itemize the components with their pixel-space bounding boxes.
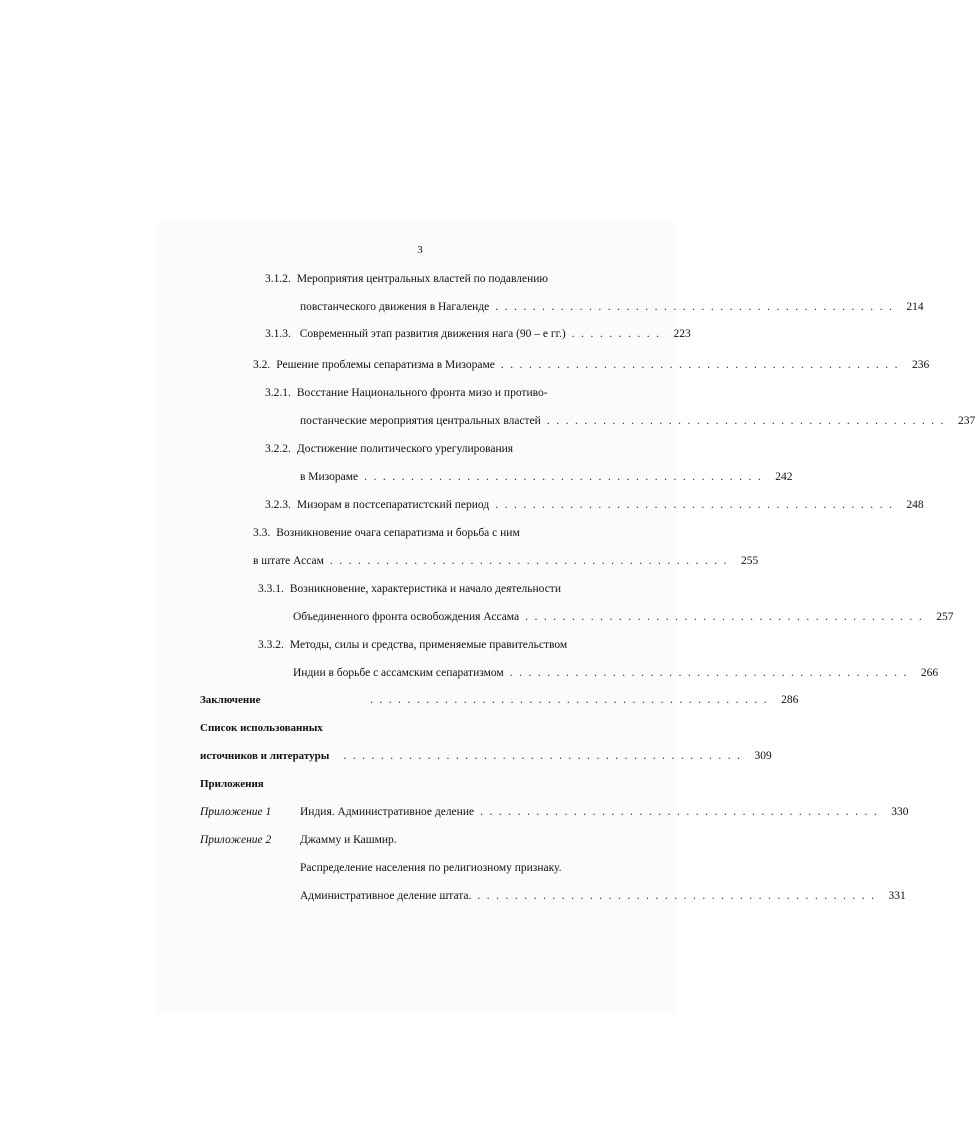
toc-conclusion bbox=[200, 692, 799, 708]
toc-entry-3-3-cont bbox=[253, 553, 759, 569]
toc-entry-3-2-2-cont bbox=[300, 469, 793, 485]
toc-entry-title: Возникновение очага сепаратизма и борьба с ним bbox=[276, 527, 520, 539]
leader-dots: ........................................... bbox=[500, 359, 904, 371]
toc-entry-3-3 bbox=[253, 525, 520, 541]
leader-dots: ........................................... bbox=[480, 806, 884, 818]
toc-page-number: 236 bbox=[911, 359, 930, 371]
toc-page-number: 266 bbox=[920, 667, 939, 679]
toc-entry-number: 3.3. bbox=[253, 527, 271, 539]
toc-entry-number: 3.1.3. bbox=[265, 328, 291, 340]
leader-dots: .......... bbox=[571, 328, 666, 340]
leader-dots: ........................................... bbox=[370, 694, 774, 706]
toc-entry-title: Восстание Национального фронта мизо и противо- bbox=[296, 387, 548, 399]
leader-dots: ........................................... bbox=[495, 301, 899, 313]
toc-entry-3-2-3 bbox=[265, 497, 924, 513]
toc-entry-3-1-3 bbox=[265, 326, 691, 342]
leader-dots: ........................................... bbox=[509, 667, 913, 679]
toc-page-number: 255 bbox=[741, 555, 759, 567]
toc-entry-3-1-2-cont bbox=[300, 299, 924, 315]
leader-dots: ........................................... bbox=[525, 611, 929, 623]
toc-entry-title: Достижение политического урегулирования bbox=[296, 443, 514, 455]
leader-dots: ........................................... bbox=[477, 890, 881, 902]
leader-dots: ........................................... bbox=[495, 499, 899, 511]
appendix-1 bbox=[300, 804, 909, 820]
appendix-2-label: Приложение 2 bbox=[200, 834, 272, 846]
toc-entry-title: Решение проблемы сепаратизма в Мизораме bbox=[276, 359, 495, 371]
toc-sources-label: источников и литературы bbox=[200, 750, 330, 762]
appendix-title: Индия. Административное деление bbox=[300, 806, 475, 818]
toc-entry-title: в штате Ассам bbox=[253, 555, 324, 567]
toc-entry-number: 3.2. bbox=[253, 359, 271, 371]
toc-entry-3-2-1 bbox=[265, 385, 548, 401]
toc-entry-title: Современный этап развития движения нага (90 – е гг.) bbox=[299, 328, 566, 340]
toc-page-number: 237 bbox=[957, 415, 975, 427]
toc-entry-title: Методы, силы и средства, применяемые правительством bbox=[289, 639, 568, 651]
toc-entry-title: Возникновение, характеристика и начало деятельности bbox=[289, 583, 561, 595]
toc-appendices-title: Приложения bbox=[200, 778, 264, 790]
appendix-2-subtitle: Распределение населения по религиозному признаку. bbox=[300, 862, 562, 874]
toc-entry-number: 3.2.1. bbox=[265, 387, 291, 399]
toc-entry-title: Индии в борьбе с ассамским сепаратизмом bbox=[293, 667, 504, 679]
toc-entry-title: повстанческого движения в Нагаленде bbox=[300, 301, 490, 313]
toc-page-number: 286 bbox=[781, 694, 799, 706]
toc-entry-3-2-2 bbox=[265, 441, 513, 457]
appendix-title: Административное деление штата. bbox=[300, 890, 472, 902]
page-number: 3 bbox=[417, 244, 423, 256]
toc-page-number: 330 bbox=[891, 806, 909, 818]
appendix-2 bbox=[300, 888, 906, 904]
toc-conclusion-label: Заключение bbox=[200, 694, 261, 706]
toc-page-number: 309 bbox=[754, 750, 772, 762]
toc-entry-title: постанческие мероприятия центральных властей bbox=[300, 415, 541, 427]
toc-page-number: 257 bbox=[936, 611, 954, 623]
toc-entry-number: 3.1.2. bbox=[265, 273, 291, 285]
toc-page-number: 331 bbox=[888, 890, 906, 902]
appendix-1-label: Приложение 1 bbox=[200, 806, 272, 818]
toc-page-number: 248 bbox=[906, 499, 924, 511]
toc-page-number: 242 bbox=[775, 471, 793, 483]
toc-sources-title: Список использованных bbox=[200, 722, 323, 734]
leader-dots: ........................................... bbox=[546, 415, 950, 427]
toc-entry-number: 3.3.1. bbox=[258, 583, 284, 595]
toc-entry-title: Мероприятия центральных властей по подавлению bbox=[296, 273, 548, 285]
toc-entry-3-2 bbox=[253, 357, 930, 373]
toc-entry-title: Мизорам в постсепаратистский период bbox=[296, 499, 490, 511]
leader-dots: ........................................... bbox=[364, 471, 768, 483]
toc-entry-3-3-2 bbox=[258, 637, 567, 653]
toc-entry-title: Объединенного фронта освобождения Ассама bbox=[293, 611, 520, 623]
leader-dots: ........................................... bbox=[329, 555, 734, 567]
appendix-2-title: Джамму и Кашмир. bbox=[300, 834, 397, 846]
toc-entry-title: в Мизораме bbox=[300, 471, 359, 483]
toc-page-number: 214 bbox=[906, 301, 924, 313]
toc-entry-3-3-1 bbox=[258, 581, 561, 597]
leader-dots: ........................................... bbox=[343, 750, 747, 762]
toc-entry-3-3-2-cont bbox=[293, 665, 939, 681]
toc-entry-number: 3.2.2. bbox=[265, 443, 291, 455]
toc-entry-3-2-1-cont bbox=[300, 413, 975, 429]
toc-page-number: 223 bbox=[673, 328, 691, 340]
toc-entry-number: 3.3.2. bbox=[258, 639, 284, 651]
toc-entry-number: 3.2.3. bbox=[265, 499, 291, 511]
toc-entry-3-3-1-cont bbox=[293, 609, 954, 625]
toc-sources bbox=[200, 748, 772, 764]
toc-entry-3-1-2 bbox=[265, 271, 548, 287]
